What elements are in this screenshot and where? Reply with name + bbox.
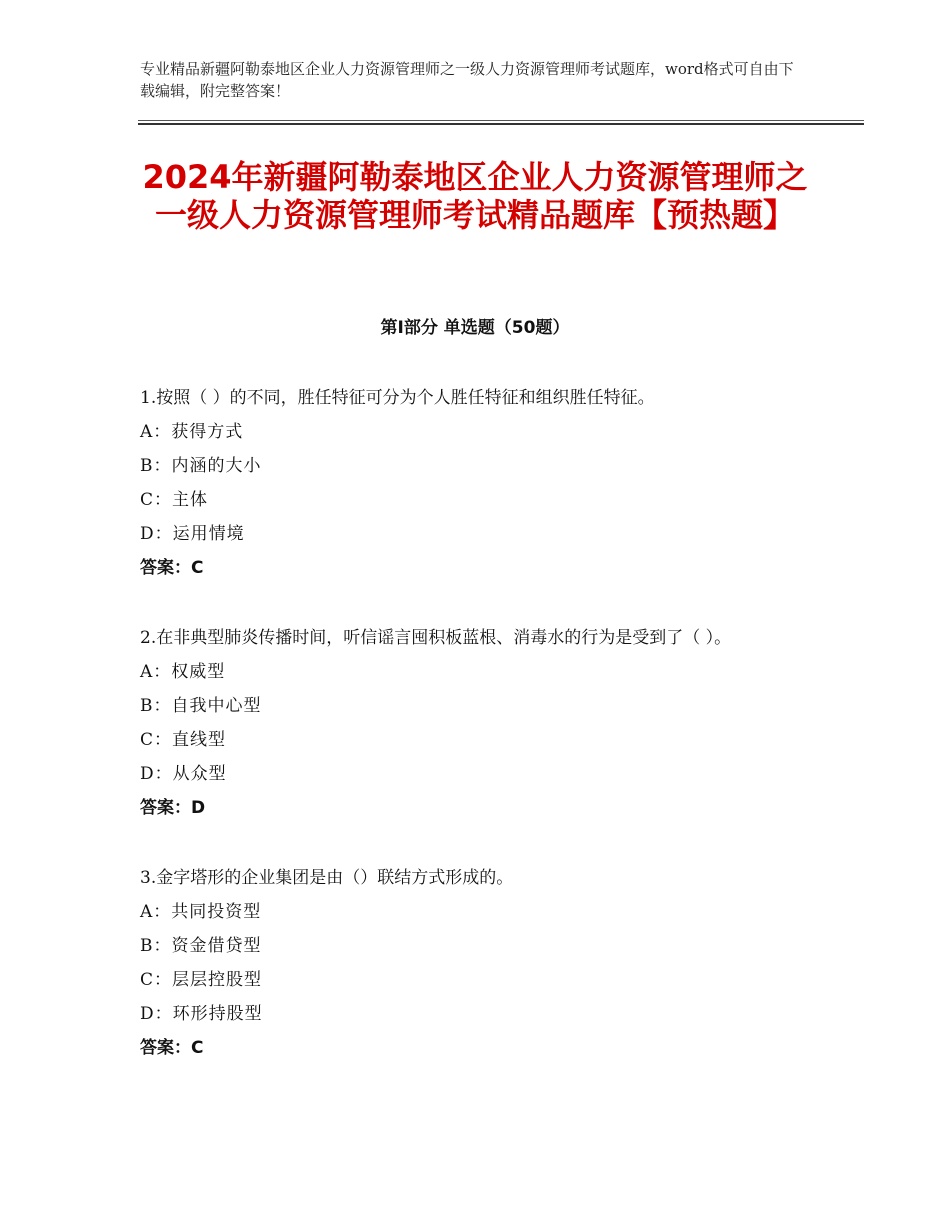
option-c: C：主体: [140, 490, 209, 510]
question-stem: 2.在非典型肺炎传播时间，听信谣言囤积板蓝根、消毒水的行为是受到了（ ）。: [140, 628, 732, 648]
option-d: D：环形持股型: [140, 1004, 263, 1024]
header-note: 专业精品新疆阿勒泰地区企业人力资源管理师之一级人力资源管理师考试题库，word格式可自由下载编辑，附完整答案！: [140, 60, 794, 100]
question-stem: 3.金字塔形的企业集团是由（）联结方式形成的。: [140, 868, 514, 888]
option-b: B：自我中心型: [140, 696, 262, 716]
answer-label: 答案：C: [140, 558, 204, 578]
document-title: 2024年新疆阿勒泰地区企业人力资源管理师之一级人力资源管理师考试精品题库【预热题】: [142, 158, 808, 234]
question-item: [140, 381, 810, 585]
question-stem: 1.按照（ ）的不同，胜任特征可分为个人胜任特征和组织胜任特征。: [140, 388, 655, 408]
option-c: C：直线型: [140, 730, 227, 750]
section-heading: 第Ⅰ部分 单选题（50题）: [380, 318, 570, 338]
option-d: D：从众型: [140, 764, 227, 784]
option-a: A：获得方式: [140, 422, 244, 442]
option-b: B：内涵的大小: [140, 456, 262, 476]
option-c: C：层层控股型: [140, 970, 263, 990]
option-b: B：资金借贷型: [140, 936, 262, 956]
option-d: D：运用情境: [140, 524, 245, 544]
question-item: [140, 621, 810, 825]
header-divider: [138, 120, 864, 125]
option-a: A：共同投资型: [140, 902, 262, 922]
question-item: [140, 861, 810, 1065]
answer-label: 答案：D: [140, 798, 206, 818]
answer-label: 答案：C: [140, 1038, 204, 1058]
question-list: [140, 381, 810, 1101]
option-a: A：权威型: [140, 662, 226, 682]
